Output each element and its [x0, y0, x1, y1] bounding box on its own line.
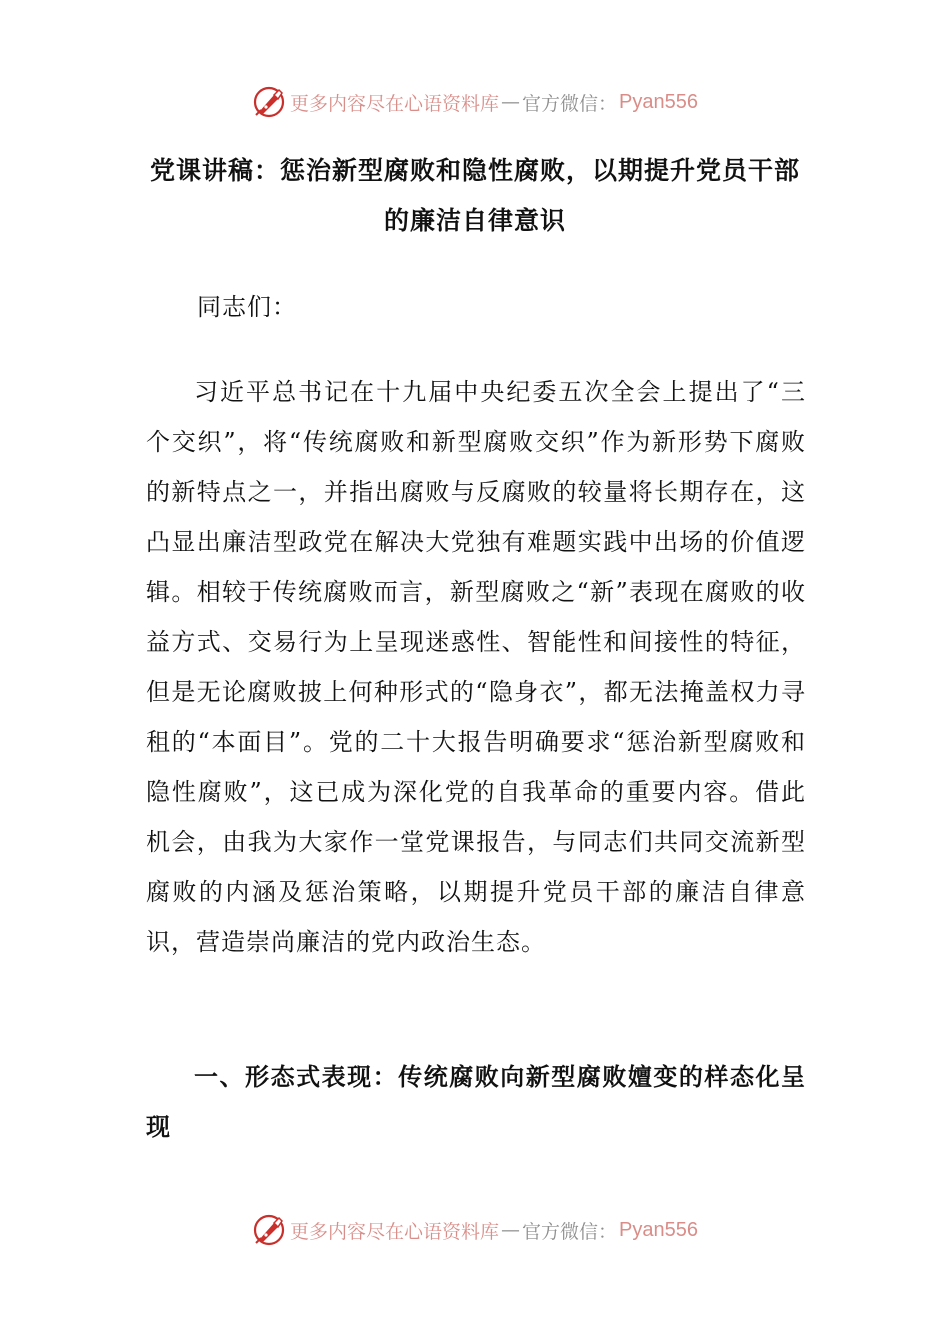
footer-banner — [0, 1210, 950, 1250]
pen-nib-logo-icon — [252, 85, 286, 119]
banner-brand-text: 更多内容尽在心语资料库 — [290, 92, 500, 115]
banner-official-label: 官方微信： — [522, 92, 618, 115]
banner-dash: — — [501, 91, 521, 113]
banner-wechat-id: Pyan556 — [619, 90, 698, 113]
body-paragraph: 习近平总书记在十九届中央纪委五次全会上提出了“三个交织”，将“传统腐败和新型腐败交织”作为新形势下腐败的新特点之一，并指出腐败与反腐败的较量将长期存在，这凸显出廉洁型政党在解决大党独有难题实践中出场的价值逻辑。相较于传统腐败而言，新型腐败之“新”表现在腐败的收益方式、交易行为上呈现迷惑性、智能性和间接性的特征，但是无论腐败披上何种形式的“隐身衣”，都无法掩盖权力寻租的“本面目”。党的二十大报告明确要求“惩治新型腐败和隐性腐败”，这已成为深化党的自我革命的重要内容。借此机会，由我为大家作一堂党课报告，与同志们共同交流新型腐败的内涵及惩治策略，以期提升党员干部的廉洁自律意识，营造崇尚廉洁的党内政治生态。 — [146, 378, 806, 956]
document-title: 党课讲稿：惩治新型腐败和隐性腐败，以期提升党员干部的廉洁自律意识 — [149, 156, 800, 235]
section-heading: 一、形态式表现：传统腐败向新型腐败嬗变的样态化呈现 — [146, 1063, 806, 1141]
banner-brand-text: 更多内容尽在心语资料库 — [290, 1220, 500, 1243]
banner-official-label: 官方微信： — [522, 1220, 618, 1243]
banner-wechat-id: Pyan556 — [619, 1218, 698, 1241]
pen-nib-logo-icon — [252, 1213, 286, 1247]
banner-dash: — — [501, 1219, 521, 1241]
header-banner — [0, 82, 950, 122]
greeting: 同志们： — [197, 293, 297, 321]
